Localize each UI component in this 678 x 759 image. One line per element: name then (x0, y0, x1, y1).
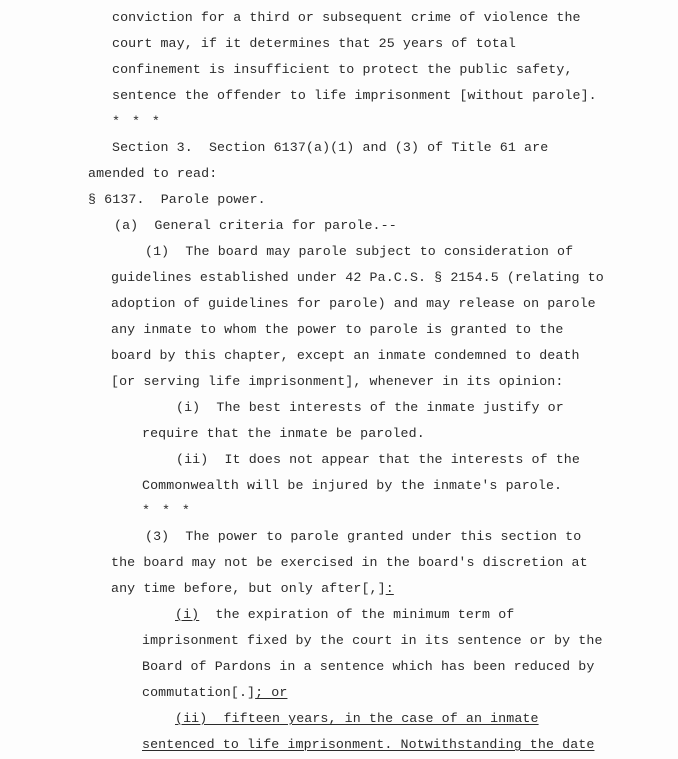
text-segment: any time before, but only after[,] (111, 581, 386, 596)
text-line: require that the inmate be paroled. (142, 426, 425, 441)
text-line: (i) The best interests of the inmate justify or (176, 400, 564, 415)
underlined-insertion-line: sentenced to life imprisonment. Notwithstanding the date (142, 737, 595, 752)
section-break-stars: * * * (142, 503, 192, 518)
subsection-heading: (a) General criteria for parole.-- (114, 218, 397, 233)
section-break-stars: * * * (112, 114, 162, 129)
underlined-insertion: : (385, 581, 394, 596)
text-line: (3) The power to parole granted under this section to (145, 529, 582, 544)
text-line: any inmate to whom the power to parole is granted to the (111, 322, 564, 337)
text-line: amended to read: (88, 166, 218, 181)
text-line: imprisonment fixed by the court in its sentence or by the (142, 633, 603, 648)
underlined-insertion: ; or (255, 685, 288, 700)
text-line (142, 685, 287, 701)
text-line: conviction for a third or subsequent crime of violence the (112, 10, 581, 25)
text-line: court may, if it determines that 25 years of total (112, 36, 516, 51)
text-line: (ii) It does not appear that the interests of the (176, 452, 580, 467)
text-segment: the expiration of the minimum term of (199, 607, 515, 622)
text-line: adoption of guidelines for parole) and may release on parole (111, 296, 596, 311)
underlined-insertion-line: (ii) fifteen years, in the case of an inmate (175, 711, 539, 726)
section-heading: § 6137. Parole power. (88, 192, 266, 207)
text-line (111, 581, 394, 597)
text-line: board by this chapter, except an inmate condemned to death (111, 348, 580, 363)
text-line: Commonwealth will be injured by the inmate's parole. (142, 478, 563, 493)
text-line: Section 3. Section 6137(a)(1) and (3) of Title 61 are (112, 140, 549, 155)
text-line: confinement is insufficient to protect the public safety, (112, 62, 573, 77)
text-line: Board of Pardons in a sentence which has been reduced by (142, 659, 595, 674)
text-line: (1) The board may parole subject to consideration of (145, 244, 574, 259)
text-line: sentence the offender to life imprisonment [without parole]. (112, 88, 597, 103)
text-segment: commutation[.] (142, 685, 256, 700)
underlined-insertion: (i) (175, 607, 200, 622)
text-line: the board may not be exercised in the board's discretion at (111, 555, 588, 570)
text-line (175, 607, 514, 623)
text-line: [or serving life imprisonment], whenever in its opinion: (111, 374, 564, 389)
text-line: guidelines established under 42 Pa.C.S. § 2154.5 (relating to (111, 270, 604, 285)
